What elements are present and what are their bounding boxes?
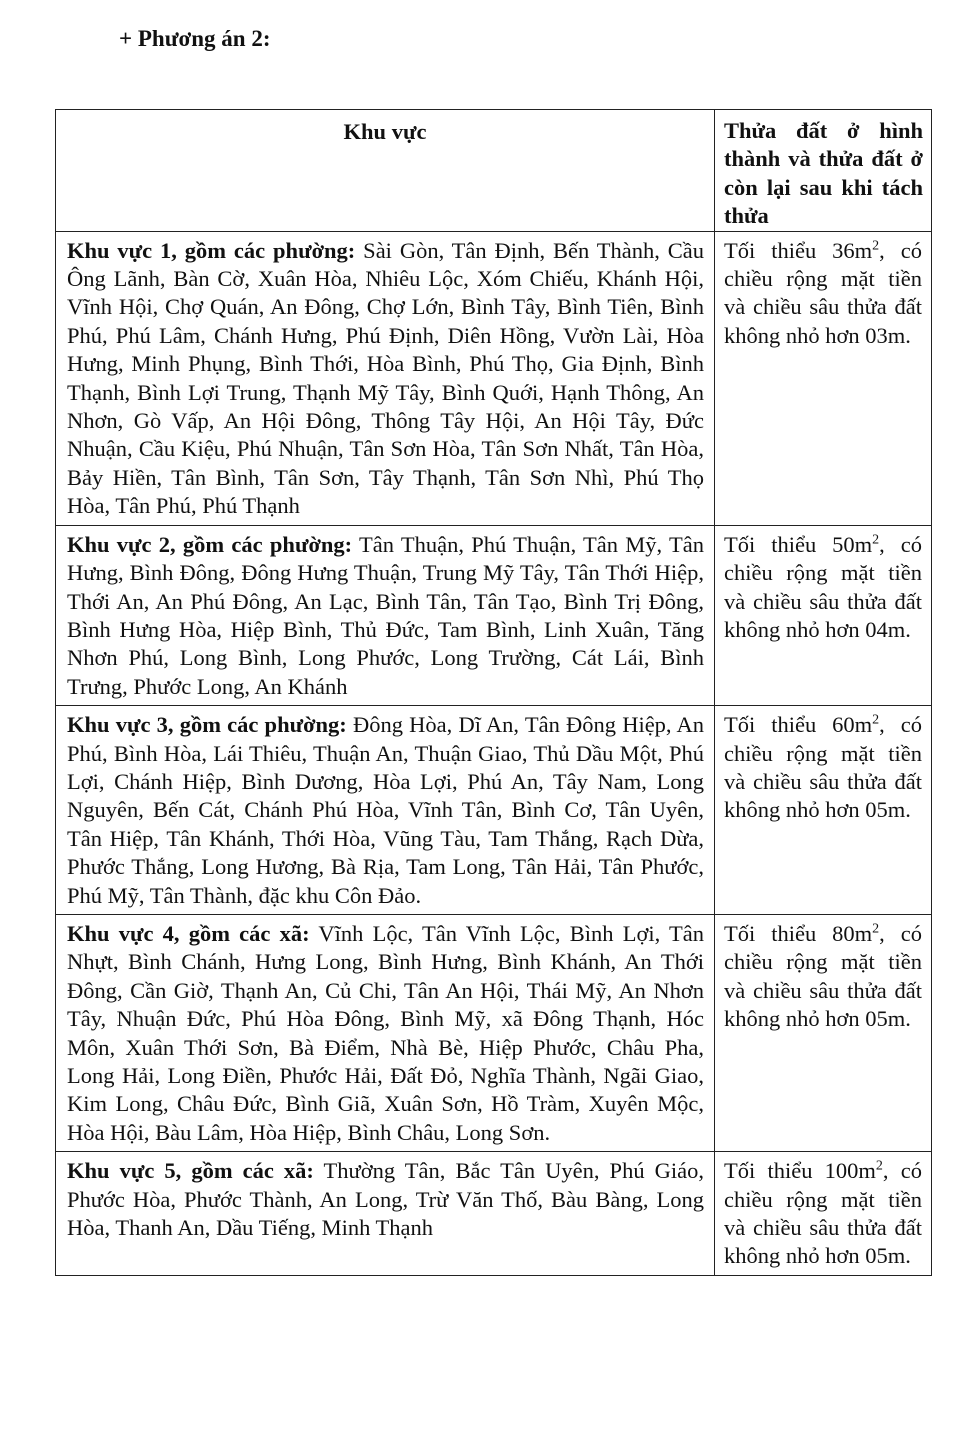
- zone-units: Vĩnh Lộc, Tân Vĩnh Lộc, Bình Lợi, Tân Nhựt, Bình Chánh, Hưng Long, Bình Hưng, Bình Khánh, An Thới Đông, Cần Giờ, Thạnh An, Củ Chi, Tân An Hội, Thái Mỹ, An Nhơn Tây, Nhuận Đức, Phú Hòa Đông, Bình Mỹ, xã Đông Thạnh, Hóc Môn, Xuân Thới Sơn, Bà Điểm, Nhà Bè, Hiệp Phước, Châu Pha, Long Hải, Long Điền, Phước Hải, Đất Đỏ, Nghĩa Thành, Ngãi Giao, Kim Long, Châu Đức, Bình Giã, Xuân Sơn, Hồ Tràm, Xuyên Mộc, Hòa Hội, Bàu Lâm, Hòa Hiệp, Bình Châu, Long Sơn.: [67, 920, 704, 1145]
- area-cell: [56, 914, 715, 1151]
- requirement-cell: [715, 1152, 932, 1276]
- req-sup: 2: [875, 1158, 883, 1174]
- zone-units: Đông Hòa, Dĩ An, Tân Đông Hiệp, An Phú, Bình Hòa, Lái Thiêu, Thuận An, Thuận Giao, Thủ Dầu Một, Phú Lợi, Chánh Hiệp, Bình Dương, Hòa Lợi, Phú An, Tây Nam, Long Nguyên, Bến Cát, Chánh Phú Hòa, Vĩnh Tân, Bình Cơ, Tân Uyên, Tân Hiệp, Tân Khánh, Thới Hòa, Vũng Tàu, Tam Thắng, Rạch Dừa, Phước Thắng, Long Hương, Bà Rịa, Tam Long, Tân Hải, Tân Phước, Phú Mỹ, Tân Thành, đặc khu Côn Đảo.: [67, 712, 704, 908]
- zone-prefix: gồm các phường:: [173, 712, 347, 738]
- table-row: [56, 914, 932, 1151]
- req-text-a: Tối thiểu 60m: [724, 712, 873, 738]
- header-area: Khu vực: [56, 110, 715, 232]
- req-text-a: Tối thiểu 100m: [724, 1158, 876, 1184]
- zone-name: Khu vực 3,: [67, 712, 174, 738]
- area-cell: [56, 231, 715, 525]
- zone-units: Sài Gòn, Tân Định, Bến Thành, Cầu Ông Lãnh, Bàn Cờ, Xuân Hòa, Nhiêu Lộc, Xóm Chiếu, Khánh Hội, Vĩnh Hội, Chợ Quán, An Đông, Chợ Lớn, Bình Tây, Bình Tiên, Bình Phú, Phú Lâm, Chánh Hưng, Phú Định, Diên Hồng, Vườn Lài, Hòa Hưng, Minh Phụng, Bình Thới, Hòa Bình, Phú Thọ, Gia Định, Bình Thạnh, Bình Lợi Trung, Thạnh Mỹ Tây, Bình Quới, Hạnh Thông, An Nhơn, Gò Vấp, An Hội Đông, Thông Tây Hội, An Hội Tây, Đức Nhuận, Cầu Kiệu, Phú Nhuận, Tân Sơn Hòa, Tân Sơn Nhất, Tân Hòa, Bảy Hiền, Tân Bình, Tân Sơn, Tây Thạnh, Tân Sơn Nhì, Phú Thọ Hòa, Tân Phú, Phú Thạnh: [67, 237, 704, 519]
- requirement-cell: [715, 231, 932, 525]
- zone-units: Thường Tân, Bắc Tân Uyên, Phú Giáo, Phước Hòa, Phước Thành, An Long, Trừ Văn Thố, Bàu Bàng, Long Hòa, Thanh An, Dầu Tiếng, Minh Thạnh: [67, 1158, 704, 1241]
- req-text-b: , có chiều rộng mặt tiền và chiều sâu thửa đất không nhỏ hơn 03m.: [724, 237, 922, 348]
- table-row: [56, 1152, 932, 1276]
- zone-prefix: , gồm các phường:: [170, 531, 353, 557]
- header-requirement: Thửa đất ở hình thành và thửa đất ở còn lại sau khi tách thửa: [715, 110, 932, 232]
- zone-prefix: , gồm các phường:: [171, 237, 356, 263]
- area-cell: [56, 706, 715, 915]
- zone-prefix: gồm các xã:: [179, 920, 310, 946]
- zone-name: Khu vực 1: [67, 237, 172, 263]
- table-row: [56, 231, 932, 525]
- req-sup: 2: [872, 712, 880, 728]
- req-text-a: Tối thiểu 80m: [724, 920, 873, 946]
- area-cell: [56, 525, 715, 705]
- req-text-a: Tối thiểu 50m: [724, 531, 873, 557]
- zone-prefix: , gồm các xã:: [175, 1158, 314, 1184]
- req-text-b: , có chiều rộng mặt tiền và chiều sâu thửa đất không nhỏ hơn 05m.: [724, 1158, 922, 1269]
- zone-table: [55, 109, 932, 1276]
- table-header-row: [56, 110, 932, 232]
- zone-name: Khu vực 5: [67, 1158, 176, 1184]
- req-text-b: , có chiều rộng mặt tiền và chiều sâu thửa đất không nhỏ hơn 05m.: [724, 920, 922, 1032]
- zone-name: Khu vực 2: [67, 531, 171, 557]
- zone-units: Tân Thuận, Phú Thuận, Tân Mỹ, Tân Hưng, Bình Đông, Đông Hưng Thuận, Trung Mỹ Tây, Tân Thới Hiệp, Thới An, An Phú Đông, An Lạc, Bình Tân, Tân Tạo, Bình Trị Đông, Bình Hưng Hòa, Hiệp Bình, Thủ Đức, Tam Bình, Linh Xuân, Tăng Nhơn Phú, Long Bình, Long Phước, Long Trường, Cát Lái, Bình Trưng, Phước Long, An Khánh: [67, 531, 705, 699]
- requirement-cell: [715, 525, 932, 705]
- table-row: [56, 525, 932, 705]
- req-sup: 2: [872, 921, 880, 937]
- section-heading: + Phương án 2:: [119, 26, 271, 51]
- requirement-cell: [715, 706, 932, 915]
- zone-name: Khu vực 4,: [67, 920, 180, 946]
- table-row: [56, 706, 932, 915]
- req-sup: 2: [872, 238, 880, 254]
- req-sup: 2: [872, 532, 880, 548]
- req-text-b: , có chiều rộng mặt tiền và chiều sâu thửa đất không nhỏ hơn 04m.: [724, 531, 922, 642]
- area-cell: [56, 1152, 715, 1276]
- req-text-a: Tối thiểu 36m: [724, 237, 873, 263]
- requirement-cell: [715, 914, 932, 1151]
- req-text-b: , có chiều rộng mặt tiền và chiều sâu thửa đất không nhỏ hơn 05m.: [724, 712, 922, 823]
